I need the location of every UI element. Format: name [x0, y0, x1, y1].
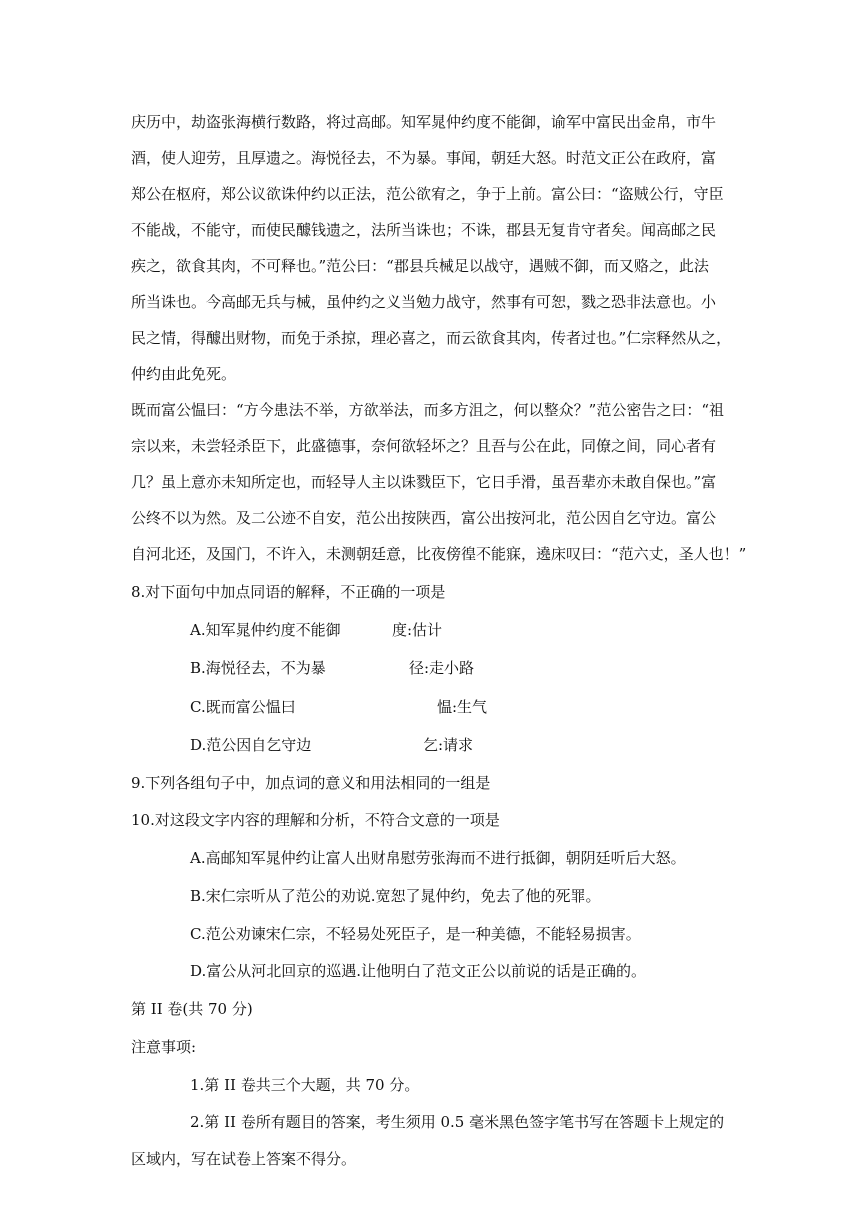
q8-option-d: D.范公因自乞守边: [190, 736, 312, 754]
passage-line: 既而富公愠曰：“方今患法不举，方欲举法，而多方沮之，何以整众？”范公密告之曰：“祖: [131, 401, 725, 419]
q10-option-b: B.宋仁宗听从了范公的劝说.宽恕了晁仲约，免去了他的死罪。: [190, 887, 601, 905]
q8-option-a-gloss: 度:估计: [392, 621, 443, 639]
passage-line: 几？虽上意亦未知所定也，而轻导人主以诛戮臣下，它日手滑，虽吾辈亦未敢自保也。”富: [131, 473, 717, 491]
question-9-stem: 9.下列各组句子中，加点词的意义和用法相同的一组是: [131, 774, 491, 792]
passage-line: 宗以来，未尝轻杀臣下，此盛德事，奈何欲轻坏之？且吾与公在此，同僚之间，同心者有: [131, 437, 717, 455]
question-10-stem: 10.对这段文字内容的理解和分析，不符合文意的一项是: [131, 811, 500, 829]
q8-option-d-gloss: 乞:请求: [423, 736, 474, 754]
q8-option-c-gloss: 愠:生气: [437, 698, 488, 716]
passage-line: 自河北还，及国门，不许入，未测朝廷意，比夜傍徨不能寐，遶床叹曰：“范六丈，圣人也！”: [131, 545, 747, 563]
passage-line: 不能战，不能守，而使民醵钱遗之，法所当诛也；不诛，郡县无复肯守者矣。闻高邮之民: [131, 221, 717, 239]
q8-option-b-gloss: 径:走小路: [409, 659, 475, 677]
notes-heading: 注意事项:: [131, 1038, 197, 1056]
note-item-1: 1.第 II 卷共三个大题，共 70 分。: [190, 1076, 420, 1094]
passage-line: 民之情，得醵出财物，而免于杀掠，理必喜之，而云欲食其肉，传者过也。”仁宗释然从之，: [131, 329, 732, 347]
q8-option-a: A.知军晁仲约度不能御: [190, 621, 341, 639]
q8-option-c: C.既而富公愠曰: [190, 698, 296, 716]
question-8-stem: 8.对下面句中加点同语的解释，不正确的一项是: [131, 583, 446, 601]
passage-line: 所当诛也。今高邮无兵与械，虽仲约之义当勉力战守，然事有可恕，戮之恐非法意也。小: [131, 293, 717, 311]
passage-line: 庆历中，劫盗张海横行数路，将过高邮。知军晁仲约度不能御，谕军中富民出金帛，市牛: [131, 113, 717, 131]
passage-line: 疾之，欲食其肉，不可释也。”范公曰：“郡县兵械足以战守，遇贼不御，而又赂之，此法: [131, 257, 709, 275]
passage-line: 郑公在枢府，郑公议欲诛仲约以正法，范公欲宥之，争于上前。富公曰：“盗贼公行，守臣: [131, 185, 724, 203]
section-title: 第 II 卷(共 70 分): [131, 1000, 253, 1018]
q10-option-c: C.范公劝谏宋仁宗，不轻易处死臣子，是一种美德，不能轻易损害。: [190, 925, 641, 943]
q10-option-d: D.富公从河北回京的巡遇.让他明白了范文正公以前说的话是正确的。: [190, 962, 647, 980]
q10-option-a: A.高邮知军晁仲约让富人出财帛慰劳张海而不进行抵御，朝阴廷听后大怒。: [190, 849, 686, 867]
passage-line: 公终不以为然。及二公迹不自安，范公出按陕西，富公出按河北，范公因自乞守边。富公: [131, 509, 717, 527]
note-item-2: 2.第 II 卷所有题目的答案，考生须用 0.5 毫米黑色签字笔书写在答题卡上规定的: [190, 1113, 725, 1131]
q8-option-b: B.海悦径去，不为暴: [190, 659, 326, 677]
note-item-2-continued: 区域内，写在试卷上答案不得分。: [131, 1150, 357, 1168]
passage-line: 酒，使人迎劳，且厚遗之。海悦径去，不为暴。事闻，朝廷大怒。时范文正公在政府，富: [131, 149, 717, 167]
passage-line: 仲约由此免死。: [131, 365, 237, 383]
